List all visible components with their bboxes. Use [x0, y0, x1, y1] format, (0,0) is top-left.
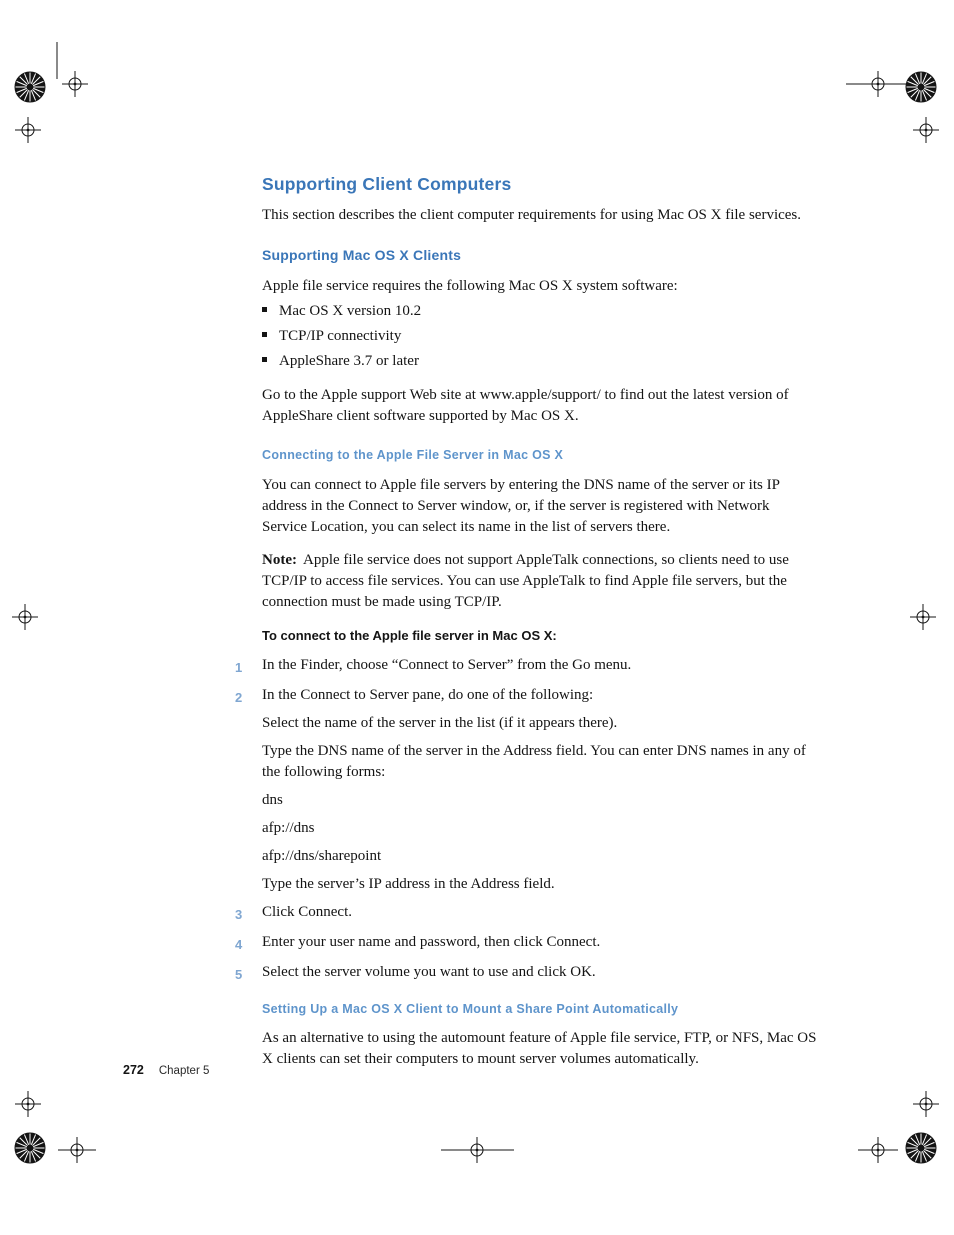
step-paragraph: Type the DNS name of the server in the Address field. You can enter DNS names in any of the following forms:: [262, 743, 806, 780]
step-body: [262, 685, 817, 895]
bullet-square-icon: [262, 307, 272, 312]
bullet-text: Mac OS X version 10.2: [279, 303, 422, 319]
list-item: [262, 326, 817, 347]
step-paragraph: Select the server volume you want to use and click OK.: [262, 964, 596, 980]
step-number: 2: [235, 690, 243, 705]
step-body: [262, 655, 817, 678]
page-footer: [123, 1063, 209, 1077]
step-body: [262, 962, 817, 985]
bullet-text: TCP/IP connectivity: [279, 328, 402, 344]
note-paragraph: [262, 550, 817, 613]
corner-target-top-left-icon: [15, 72, 45, 102]
registration-mark-bottom-left-icon: [64, 1137, 90, 1163]
connect-paragraph: You can connect to Apple file servers by entering the DNS name of the server or its IP address in the Connect to Server window, or, if the server is registered with Network Service Location, you can select its name in the list of servers there.: [262, 477, 780, 535]
registration-mark-lower-left-icon: [15, 1091, 41, 1117]
step-paragraph: Enter your user name and password, then click Connect.: [262, 934, 601, 950]
note-label: Note:: [262, 552, 297, 568]
corner-target-top-right-icon: [906, 72, 936, 102]
steps-heading: To connect to the Apple file server in Mac OS X:: [262, 628, 557, 643]
section-intro-paragraph: This section describes the client computer requirements for using Mac OS X file services.: [262, 207, 802, 223]
registration-mark-top-right-icon: [865, 71, 891, 97]
section-title: Supporting Client Computers: [262, 174, 512, 194]
step-item: [235, 932, 817, 955]
corner-target-bottom-left-icon: [15, 1133, 45, 1163]
minor-heading-connecting: Connecting to the Apple File Server in Mac OS X: [262, 448, 564, 462]
step-body: [262, 932, 817, 955]
list-item: [262, 351, 817, 372]
step-paragraph: afp://dns/sharepoint: [262, 848, 382, 864]
list-item: [262, 301, 817, 322]
step-number: 5: [235, 967, 243, 982]
registration-mark-middle-right-icon: [910, 604, 936, 630]
step-paragraph: Click Connect.: [262, 904, 352, 920]
requirements-bullet-list: [262, 301, 817, 372]
step-number: 4: [235, 937, 243, 952]
minor-heading-setting-up: Setting Up a Mac OS X Client to Mount a Share Point Automatically: [262, 1002, 679, 1016]
step-paragraph: In the Finder, choose “Connect to Server” from the Go menu.: [262, 657, 632, 673]
step-paragraph: In the Connect to Server pane, do one of the following:: [262, 687, 594, 703]
closing-paragraph: As an alternative to using the automount feature of Apple file service, FTP, or NFS, Mac OS X clients can set their computers to mount server volumes automatically.: [262, 1030, 817, 1067]
step-number: 1: [235, 660, 243, 675]
step-number: 3: [235, 907, 243, 922]
registration-mark-bottom-right-icon: [865, 1137, 891, 1163]
step-paragraph: Type the server’s IP address in the Address field.: [262, 876, 555, 892]
registration-mark-upper-left-icon: [15, 117, 41, 143]
page-content: [235, 0, 817, 1070]
bullet-square-icon: [262, 357, 272, 362]
registration-mark-lower-right-icon: [913, 1091, 939, 1117]
step-item: [235, 902, 817, 925]
registration-mark-upper-right-icon: [913, 117, 939, 143]
step-item: [235, 655, 817, 678]
subsection-title: Supporting Mac OS X Clients: [262, 247, 462, 263]
corner-target-bottom-right-icon: [906, 1133, 936, 1163]
step-body: [262, 902, 817, 925]
requirements-intro-paragraph: Apple file service requires the following Mac OS X system software:: [262, 278, 678, 294]
step-item: [235, 962, 817, 985]
bullet-text: AppleShare 3.7 or later: [279, 353, 419, 369]
step-item: [235, 685, 817, 895]
note-text: Apple file service does not support AppleTalk connections, so clients need to use TCP/IP to access file services. You can use AppleTalk to find Apple file servers, but the connection must be made using TCP/IP.: [262, 552, 789, 610]
step-paragraph: dns: [262, 792, 283, 808]
bullet-square-icon: [262, 332, 272, 337]
registration-mark-middle-left-icon: [12, 604, 38, 630]
step-paragraph: Select the name of the server in the list (if it appears there).: [262, 715, 618, 731]
step-paragraph: afp://dns: [262, 820, 315, 836]
registration-mark-top-left-icon: [62, 71, 88, 97]
chapter-label: Chapter 5: [158, 1065, 210, 1077]
page-number: 272: [123, 1063, 144, 1077]
support-site-paragraph: Go to the Apple support Web site at www.apple/support/ to find out the latest version of AppleShare client software supported by Mac OS X.: [262, 387, 789, 424]
registration-mark-bottom-center-icon: [464, 1137, 490, 1163]
